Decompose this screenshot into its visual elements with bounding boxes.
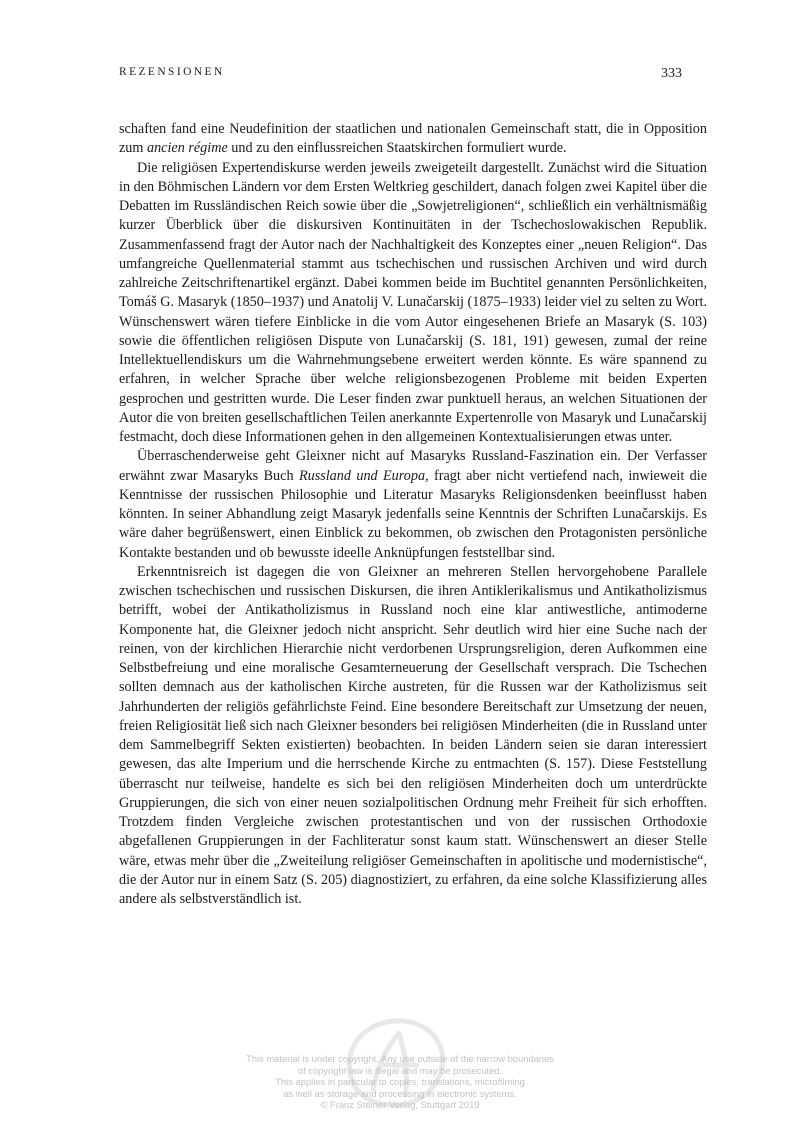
copyright-notice-line: This applies in particular to copies, translations, microfilming xyxy=(275,1076,525,1088)
paragraph-3 xyxy=(119,447,707,563)
paragraph-3-text-a: Überraschenderweise geht Gleixner nicht auf Masaryks Russland-Faszination ein. Der Verfasser erwähnt zwar Masaryks Buch xyxy=(119,448,707,484)
paragraph-4: Erkenntnisreich ist dagegen die von Gleixner an mehreren Stellen hervorgehobene Parallele zwischen tschechischen und russischen Diskursen, die ihren Antiklerikalismus und Antikatholizismus betrifft, wobei der Antikatholizismus in Russland noch eine klar antiwestliche, antimoderne Komponente hat, die Gleixner jedoch nicht anspricht. Sehr deutlich wird hier eine Suche nach der reinen, von der kirchlichen Hierarchie nicht verdorbenen Ursprungsreligion, deren Aufkommen eine Selbstbefreiung und eine moralische Gesamterneuerung der Gesellschaft versprach. Die Tschechen sollten demnach aus der katholischen Kirche austreten, für die Russen war der Katholizismus seit Jahrhunderten der religiös gefährlichste Feind. Eine besondere Bereitschaft zur Umsetzung der neuen, freien Religiosität ließ sich nach Gleixner besonders bei religiösen Minderheiten (die in Russland unter dem Sammelbegriff Sekten existierten) beobachten. In beiden Ländern seien sie daran interessiert gewesen, das alte Imperium und die herrschende Kirche zu entmachten (S. 157). Diese Feststellung überrascht nur teilweise, handelte es sich bei den religiösen Minderheiten doch um unterdrückte Gruppierungen, die sich von einer neuen sozialpolitischen Ordnung mehr Freiheit für sich erhofften. Trotzdem finden Vergleiche zwischen protestantischen und von der russischen Orthodoxie abgefallenen Gruppierungen in der Fachliteratur sonst kaum statt. Wünschenswert an dieser Stelle wäre, etwas mehr über die „Zweiteilung religiöser Gemeinschaften in apolitische und modernistische“, die der Autor nur in einem Satz (S. 205) diagnostiziert, zu erfahren, da eine solche Klassifizierung alles andere als selbstverständlich ist. xyxy=(119,563,707,907)
running-header xyxy=(119,66,682,86)
paragraph-1-text-a: schaften fand eine Neudefinition der staatlichen und nationalen Gemeinschaft statt, die in Opposition zum xyxy=(119,121,707,157)
ancien-regime-term: ancien régime xyxy=(146,140,228,157)
page-number: 333 xyxy=(661,66,682,81)
copyright-notice-line: © Franz Steiner Verlag, Stuttgart 2019 xyxy=(320,1099,480,1111)
body-text xyxy=(119,120,707,909)
book-title: Russland und Europa xyxy=(298,467,426,484)
paragraph-1 xyxy=(119,120,707,159)
copyright-notice xyxy=(200,1053,600,1111)
paragraph-2: Die religiösen Expertendiskurse werden jeweils zweigeteilt dargestellt. Zunächst wird die Situation in den Böhmischen Ländern vor dem Ersten Weltkrieg geschildert, danach folgen zwei Kapitel über die Debatten im Russländischen Reich sowie über die „Sowjetreligionen“, schließlich ein verhältnismäßig kurzer Überblick über die diskursiven Kontinuitäten in der Tschechoslowakischen Republik. Zusammenfassend fragt der Autor nach der Nachhaltigkeit des Konzeptes einer „neuen Religion“. Das umfangreiche Quellenmaterial stammt aus tschechischen und russischen Archiven und wird durch zahlreiche Zeitschriftenartikel ergänzt. Dabei kommen beide im Buchtitel genannten Persönlichkeiten, Tomáš G. Masaryk (1850–1937) und Anatolij V. Lunačarskij (1875–1933) leider viel zu selten zu Wort. Wünschenswert wären tiefere Einblicke in die vom Autor eingesehenen Briefe an Masaryk (S. 103) sowie die öffentlichen religiösen Dispute von Lunačarskij (S. 181, 191) gewesen, zumal der reine Intellektuellendiskurs um die Wahrnehmungsebene erweitert werden könnte. Es wäre spannend zu erfahren, in welcher Sprache über welche religionsbezogenen Probleme mit beiden Experten gesprochen und gestritten wurde. Die Leser finden zwar punktuell heraus, an welchen Situationen der Autor die von breiten gesellschaftlichen Teilen anerkannte Expertenrolle von Masaryk und Lunačarskij festmacht, doch diese Informationen gehen in den allgemeinen Kontextualisierungen etwas unter. xyxy=(119,159,707,445)
copyright-notice-line: This material is under copyright. Any use outside of the narrow boundaries xyxy=(246,1053,554,1064)
copyright-notice-line: of copyright law is illegal and may be prosecuted. xyxy=(297,1064,503,1076)
paragraph-3-text-b: , fragt aber nicht vertiefend nach, inwieweit die Kenntnisse der russischen Philosophie und Literatur Masaryks Religionsdenken beeinflusst haben könnten. In seiner Abhandlung zeigt Masaryk jedenfalls seine Kenntnis der Schriften Lunačarskijs. Es wäre daher begrüßenswert, einen Einblick zu bekommen, ob zwischen den Protagonisten persönliche Kontakte bestanden und ob bewusste ideelle Anknüpfungen feststellbar sind. xyxy=(119,467,708,561)
section-title: REZENSIONEN xyxy=(119,66,225,78)
copyright-notice-line: as well as storage and processing in electronic systems. xyxy=(283,1087,517,1099)
paragraph-1-text-b: und zu den einflussreichen Staatskirchen formuliert wurde. xyxy=(227,140,567,157)
